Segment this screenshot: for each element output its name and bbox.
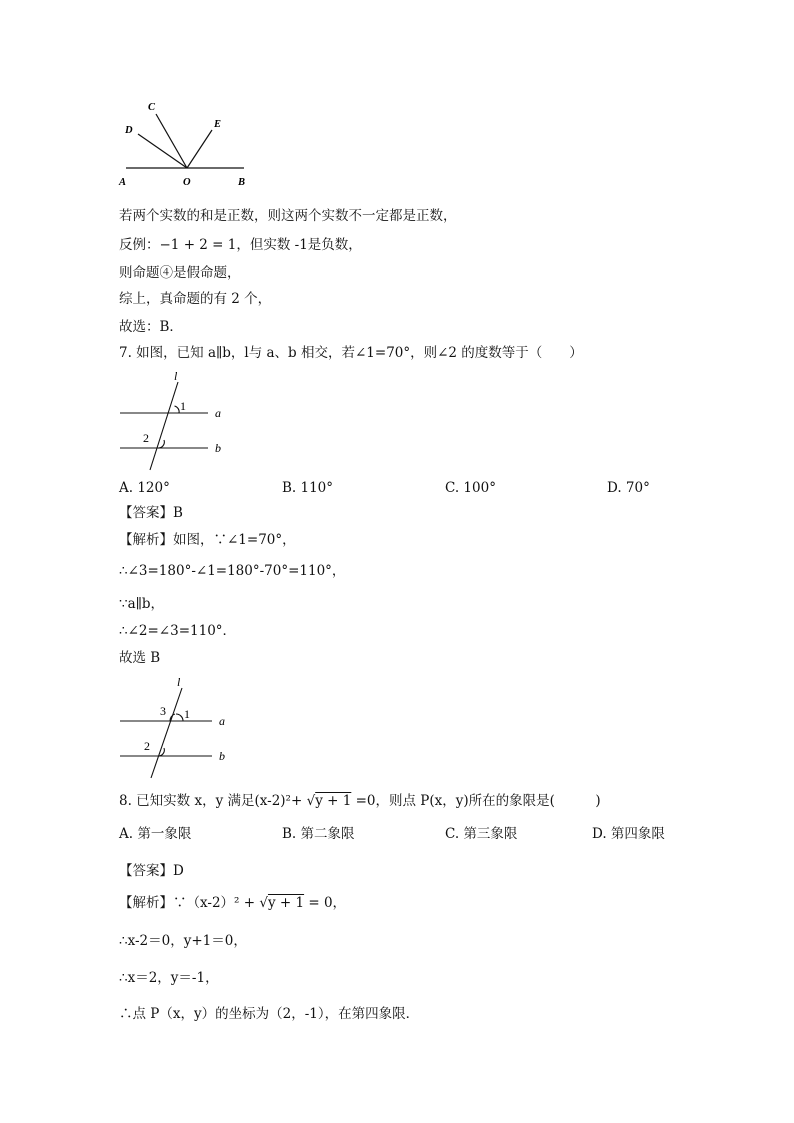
question-8 bbox=[119, 792, 601, 810]
question-7: 7. 如图，已知 a∥b，l与 a、b 相交，若∠1=70°，则∠2 的度数等于（ ） bbox=[119, 345, 583, 361]
q8-option-a: A. 第一象限 bbox=[119, 826, 192, 842]
label-A: A bbox=[119, 177, 127, 188]
label-angle-2: 2 bbox=[143, 431, 149, 445]
explanation-line: ∴∠3=180°-∠1=180°-70°=110°， bbox=[119, 563, 346, 579]
q7-option-a: A. 120° bbox=[119, 480, 170, 496]
explanation-line: ∴∠2=∠3=110°． bbox=[119, 623, 237, 639]
text-line: 则命题④是假命题， bbox=[119, 265, 241, 281]
label-E: E bbox=[214, 119, 222, 130]
text-line: 若两个实数的和是正数，则这两个实数不一定都是正数， bbox=[119, 208, 457, 224]
label-angle-1: 1 bbox=[184, 707, 190, 721]
exp8-radicand: y + 1 bbox=[267, 895, 305, 911]
label-b: b bbox=[215, 441, 221, 455]
explanation-line bbox=[119, 894, 346, 912]
exp8-text-post: = 0， bbox=[304, 895, 347, 911]
explanation-line: ∵a∥b， bbox=[119, 596, 165, 612]
label-a: a bbox=[219, 714, 225, 728]
label-C: C bbox=[148, 102, 156, 113]
label-D: D bbox=[125, 125, 133, 136]
q7-option-c: C. 100° bbox=[445, 480, 496, 496]
label-angle-1: 1 bbox=[180, 399, 186, 413]
explanation-line: ∴点 P（x，y）的坐标为（2，-1），在第四象限． bbox=[119, 1006, 420, 1022]
label-O: O bbox=[183, 177, 191, 188]
q8-text-post: =0，则点 P(x，y)所在的象限是( ) bbox=[351, 793, 601, 809]
label-angle-2: 2 bbox=[144, 739, 150, 753]
sqrt-sign: √ bbox=[306, 793, 316, 809]
explanation-line: 【解析】如图，∵∠1=70°， bbox=[119, 532, 296, 548]
text-line: 综上，真命题的有 2 个， bbox=[119, 291, 272, 307]
sqrt-sign: √ bbox=[259, 895, 268, 911]
label-angle-3: 3 bbox=[160, 704, 166, 718]
q8-radicand: y + 1 bbox=[315, 793, 352, 809]
q8-option-c: C. 第三象限 bbox=[445, 826, 518, 842]
label-l: l bbox=[174, 369, 178, 383]
text-line: 反例：−1 + 2 = 1，但实数 -1是负数， bbox=[119, 237, 362, 253]
q7-option-b: B. 110° bbox=[282, 480, 334, 496]
explanation-line: 故选 B bbox=[119, 650, 161, 666]
text-line: 故选：B． bbox=[119, 319, 183, 335]
label-l: l bbox=[177, 675, 181, 689]
explanation-line: ∴x-2＝0，y+1＝0， bbox=[119, 933, 247, 949]
q8-text-pre: 8. 已知实数 x，y 满足(x-2)²+ bbox=[119, 793, 307, 809]
q8-option-d: D. 第四象限 bbox=[592, 826, 665, 842]
exp8-text-pre: 【解析】∵（x-2）² + bbox=[119, 895, 260, 911]
label-b: b bbox=[219, 749, 225, 763]
label-B: B bbox=[238, 177, 246, 188]
label-a: a bbox=[215, 406, 221, 420]
q8-option-b: B. 第二象限 bbox=[282, 826, 355, 842]
answer-8: 【答案】D bbox=[119, 863, 184, 879]
explanation-line: ∴x＝2，y＝-1， bbox=[119, 970, 219, 986]
answer-7: 【答案】B bbox=[119, 505, 183, 521]
q7-option-d: D. 70° bbox=[607, 480, 650, 496]
